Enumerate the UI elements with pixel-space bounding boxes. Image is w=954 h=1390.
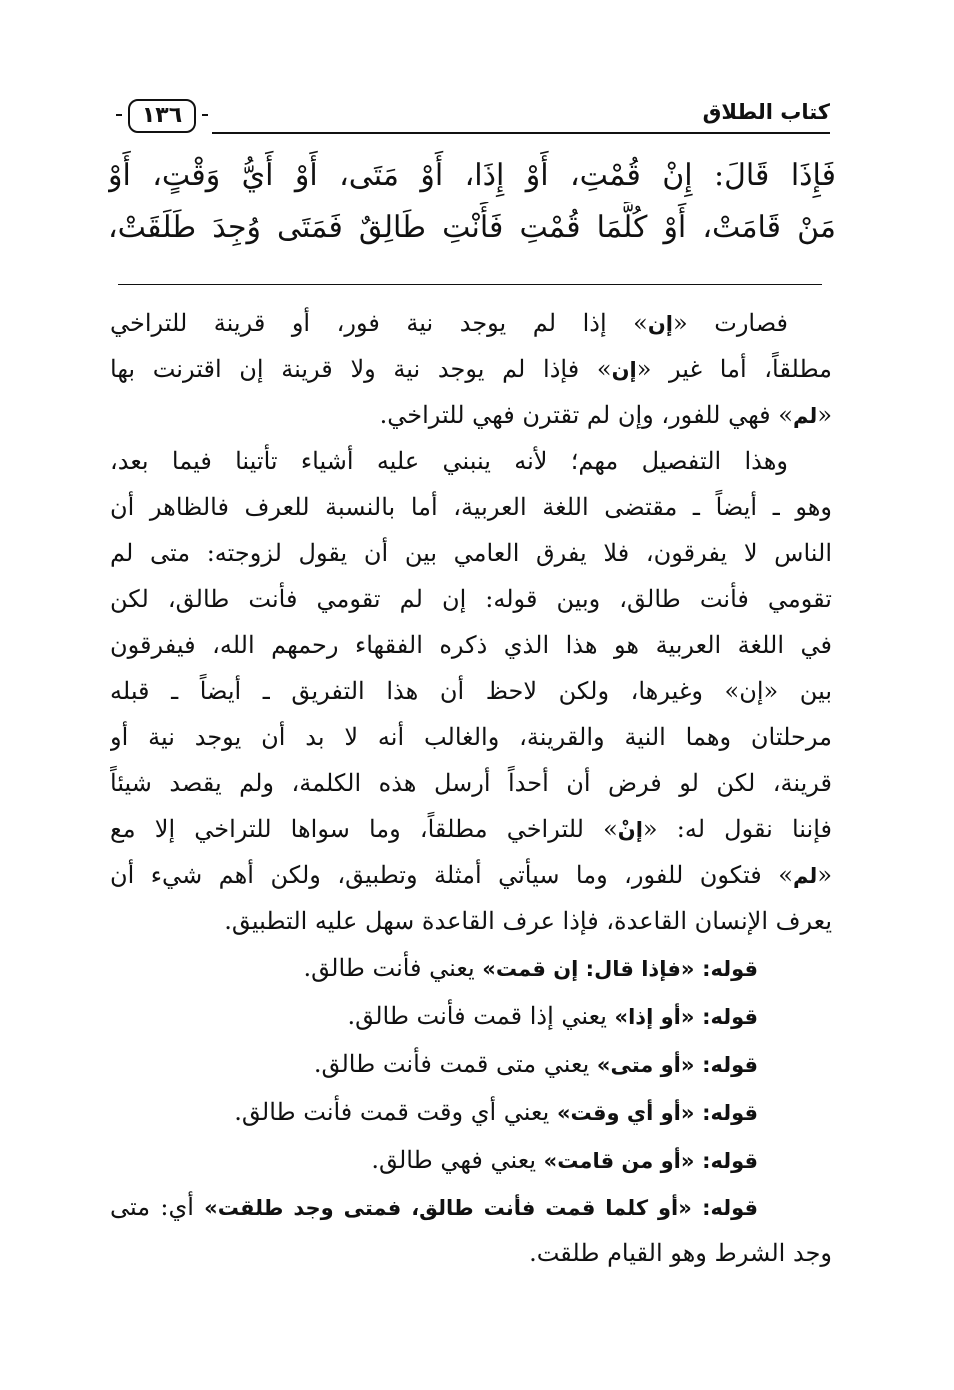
commentary	[110, 300, 832, 1276]
qawl-line: قوله: «أو متى» يعني متى قمت فأنت طالق.	[313, 1050, 758, 1078]
qawl-line: قوله: «أو إذا» يعني إذا قمت فأنت طالق.	[347, 1002, 758, 1030]
body-line: وهو ـ أيضاً ـ مقتضى اللغة العربية، أما بالنسبة للعرف فالظاهر أن	[110, 493, 832, 521]
qawl-label: قوله:	[702, 1196, 758, 1220]
page-header	[112, 96, 830, 138]
qawl-quote: «فإذا قال: إن قمت»	[482, 957, 695, 981]
body-line: قرينة، لكن لو فرض أن أحداً أرسل هذه الكلمة، ولم يقصد شيئاً	[110, 769, 832, 797]
qawl-line: قوله: «فإذا قال: إن قمت» يعني فأنت طالق.	[303, 954, 758, 982]
qawl-label: قوله:	[702, 1053, 758, 1077]
body-line: الناس لا يفرقون، فلا يفرق العامي بين أن يقول لزوجته: متى لم	[110, 539, 832, 567]
body-line: مطلقاً، أما غير «إن» فإذا لم يوجد نية ولا قرينة إن اقترنت بها	[110, 355, 832, 383]
qawl-label: قوله:	[702, 1149, 758, 1173]
matn-line: مَنْ قَامَتْ، أَوْ كُلَّمَا قُمْتِ فَأَنْتِ طَالِقٌ فَمَتَى وُجِدَ طَلَقَتْ،	[108, 210, 836, 245]
separator-rule	[118, 284, 822, 285]
qawl-label: قوله:	[702, 957, 758, 981]
book-title: كتاب الطلاق	[702, 100, 830, 124]
header-rule	[112, 132, 830, 134]
qawl-quote: «أو من قامت»	[543, 1149, 695, 1173]
qawl-line: قوله: «أو أي وقت» يعني أي وقت قمت فأنت طالق.	[234, 1098, 758, 1126]
page-number: ١٣٦	[128, 99, 196, 133]
body-line: فصارت «إن» إذا لم يوجد نية فور، أو قرينة للتراخي	[110, 309, 789, 337]
matn-line: فَإِذَا قَالَ: إِنْ قُمْتِ، أَوْ إِذَا، أَوْ مَتَى، أَوْ أَيُّ وَقْتٍ، أَوْ	[108, 158, 836, 193]
qawl-label: قوله:	[702, 1005, 758, 1029]
body-line: بين «إن» وغيرها، ولكن لاحظ أن هذا التفريق ـ أيضاً ـ قبله	[110, 677, 832, 705]
body-line: وهذا التفصيل مهم؛ لأنه ينبني عليه أشياء تأتينا فيما بعد،	[110, 447, 788, 475]
page-number-box	[112, 96, 212, 136]
body-line: في اللغة العربية هو هذا الذي ذكره الفقهاء رحمهم الله، فيفرقون	[110, 631, 832, 659]
body-line: «لم» فتكون للفور، وما سيأتي أمثلة وتطبيق، ولكن أهم شيء أن	[110, 861, 832, 889]
body-line: مرحلتان وهما النية والقرينة، والغالب أنه لا بد أن يوجد نية أو	[110, 723, 832, 751]
matn-text	[108, 150, 836, 254]
body-line: فإننا نقول له: «إنْ» للتراخي مطلقاً، وما سواها للتراخي إلا مع	[110, 815, 832, 843]
qawl-label: قوله:	[702, 1101, 758, 1125]
body-line: تقومي فأنت طالق، وبين قوله: إن لم تقومي فأنت طالق، لكن	[110, 585, 832, 613]
body-line: «لم» فهي للفور، وإن لم تقترن فهي للتراخي.	[379, 401, 832, 429]
qawl-quote: «أو أي وقت»	[556, 1101, 695, 1125]
body-line: وجد الشرط وهو القيام طلقت.	[529, 1239, 832, 1267]
qawl-quote: «أو كلما قمت فأنت طالق، فمتى وجد طلقت»	[204, 1196, 692, 1220]
body-line: يعرف الإنسان القاعدة، فإذا عرف القاعدة سهل عليه التطبيق.	[224, 907, 832, 935]
qawl-line: قوله: «أو من قامت» يعني فهي طالق.	[371, 1146, 758, 1174]
qawl-quote: «أو متى»	[596, 1053, 695, 1077]
qawl-quote: «أو إذا»	[614, 1005, 695, 1029]
qawl-line: قوله: «أو كلما قمت فأنت طالق، فمتى وجد طلقت» أي: متى	[110, 1193, 758, 1221]
